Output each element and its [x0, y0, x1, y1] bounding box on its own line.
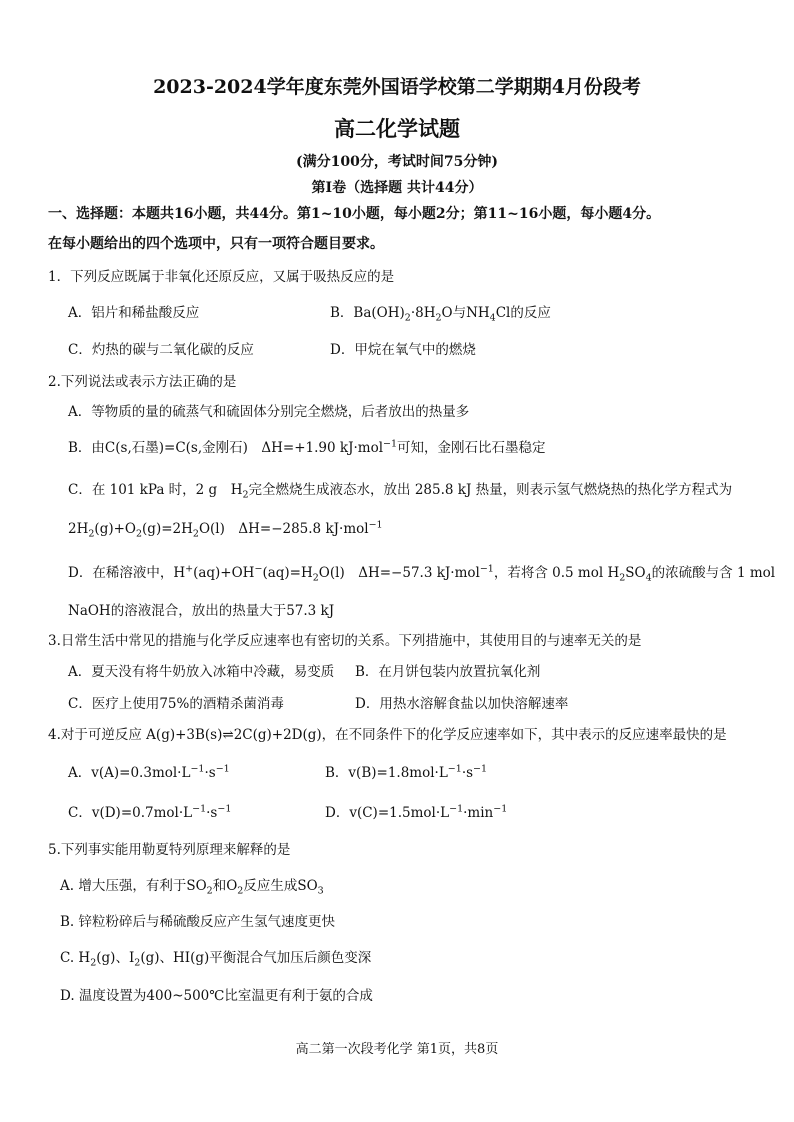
q3-option-b: B．在月饼包装内放置抗氧化剂	[355, 664, 541, 680]
q5-option-a	[60, 874, 324, 897]
q5-c-sub: 2	[134, 957, 141, 969]
q2-d-sub: 2	[312, 572, 319, 584]
q2-eq-text: (g)=2H	[142, 521, 193, 537]
q2-d-text: SO	[625, 565, 646, 581]
q4-d-text: ·min	[463, 805, 494, 821]
q4-a-sup: −1	[215, 763, 230, 775]
instructions-line-1: 一、选择题：本题共16小题，共44分。第1~10小题，每小题2分；第11~16小题，每小题4分。	[48, 206, 661, 222]
q2-eq-text: (g)+O	[94, 521, 136, 537]
q5-a-text: A. 增大压强，有利于SO	[60, 878, 207, 894]
q4-option-a	[68, 761, 230, 781]
q4-c-sup: −1	[217, 803, 232, 815]
q2-d-sub: 4	[645, 572, 652, 584]
q2-d-text: ，若将含 0.5 mol H	[493, 565, 620, 581]
q5-a-text: 反应生成SO	[243, 878, 318, 894]
q2-c-text: C．在 101 kPa 时，2 g H	[68, 482, 243, 498]
q4-b-sup: −1	[447, 763, 462, 775]
q2-option-c	[68, 478, 732, 501]
exam-note: (满分100分，考试时间75分钟)	[296, 154, 498, 170]
q2-option-d	[68, 561, 775, 584]
q5-c-sub: 2	[90, 957, 97, 969]
q2-b-text: 可知，金刚石比石墨稳定	[397, 440, 546, 456]
q1-b-text: O与NH	[441, 305, 490, 321]
q5-a-text: 和O	[212, 878, 238, 894]
q1-b-sub: 2	[404, 312, 411, 324]
q2-option-a: A．等物质的量的硫蒸气和硫固体分别完全燃烧，后者放出的热量多	[68, 404, 470, 420]
q5-option-c	[60, 946, 371, 969]
q2-eq-sub: 2	[88, 528, 95, 540]
q1-option-b	[330, 301, 551, 324]
q4-d-text: D．v(C)=1.5mol·L	[325, 805, 450, 821]
q4-a-text: A．v(A)=0.3mol·L	[68, 765, 191, 781]
q4-option-b	[325, 761, 487, 781]
q5-option-d: D. 温度设置为400~500℃比室温更有利于氨的合成	[60, 988, 373, 1004]
q2-d-sub: 2	[619, 572, 626, 584]
q1-b-text: (OH)	[371, 305, 405, 321]
q2-option-c-equation	[68, 517, 383, 540]
q2-d-sup: +	[185, 563, 194, 575]
q4-stem: 4.对于可逆反应 A(g)+3B(s)⇌2C(g)+2D(g)，在不同条件下的化学反应速率如下，其中表示的反应速率最快的是	[48, 727, 727, 743]
q2-option-b	[68, 436, 546, 456]
instructions-line-2: 在每小题给出的四个选项中，只有一项符合题目要求。	[48, 236, 384, 252]
q1-b-sub: 2	[435, 312, 442, 324]
q2-d-text: D．在稀溶液中，H	[68, 565, 186, 581]
q2-c-sub: 2	[242, 489, 249, 501]
q3-option-a: A．夏天没有将牛奶放入冰箱中冷藏，易变质	[68, 664, 335, 680]
exam-title: 2023-2024学年度东莞外国语学校第二学期期4月份段考	[153, 76, 641, 98]
exam-subtitle: 高二化学试题	[334, 116, 460, 141]
q2-eq-sub: 2	[192, 528, 199, 540]
q2-eq-sub: 2	[135, 528, 143, 540]
q2-b-text: B．由C(s,石墨)=C(s,金刚石) ΔH=+1.90 kJ·mol	[68, 440, 384, 456]
q4-d-sup: −1	[493, 803, 508, 815]
q2-eq-text: 2H	[68, 521, 89, 537]
q2-eq-text: O(l) ΔH=−285.8 kJ·mol	[198, 521, 369, 537]
q5-c-text: (g)、HI(g)平衡混合气加压后颜色变深	[140, 950, 372, 966]
q5-stem: 5.下列事实能用勒夏特列原理来解释的是	[48, 842, 291, 858]
part-heading: 第Ⅰ卷（选择题 共计44分）	[311, 180, 483, 196]
q1-option-d: D．甲烷在氧气中的燃烧	[330, 342, 476, 358]
q4-d-sup: −1	[449, 803, 464, 815]
q5-c-text: C. H	[60, 950, 91, 966]
q2-d-sup: −	[254, 563, 263, 575]
q2-stem: 2.下列说法或表示方法正确的是	[48, 374, 237, 390]
q4-a-sup: −1	[190, 763, 205, 775]
q2-option-d-line-2: NaOH的溶液混合，放出的热量大于57.3 kJ	[68, 603, 335, 619]
q1-b-text: B．Ba	[330, 305, 372, 321]
q4-b-text: ·s	[461, 765, 474, 781]
q4-c-sup: −1	[192, 803, 207, 815]
q4-option-c	[68, 801, 231, 821]
q4-c-text: ·s	[206, 805, 218, 821]
q4-b-sup: −1	[473, 763, 488, 775]
q5-a-sub: 2	[206, 885, 213, 897]
q2-b-sup: −1	[383, 438, 398, 450]
q2-d-text: (aq)+OH	[193, 565, 255, 581]
q3-option-d: D．用热水溶解食盐以加快溶解速率	[355, 696, 569, 712]
q1-b-sub: 4	[489, 312, 496, 324]
q1-option-c: C．灼热的碳与二氧化碳的反应	[68, 342, 254, 358]
q2-d-sup: −1	[479, 563, 494, 575]
q1-option-a: A．铝片和稀盐酸反应	[68, 305, 200, 321]
q1-stem: 1．下列反应既属于非氧化还原反应，又属于吸热反应的是	[48, 269, 395, 285]
q1-b-text: ·8H	[410, 305, 436, 321]
q2-d-text: O(l) ΔH=−57.3 kJ·mol	[318, 565, 480, 581]
q2-d-text: 的浓硫酸与含 1 mol	[651, 565, 776, 581]
q4-option-d	[325, 801, 507, 821]
page-footer: 高二第一次段考化学 第1页，共8页	[295, 1042, 499, 1057]
q5-a-sub: 2	[237, 885, 244, 897]
q3-option-c: C．医疗上使用75%的酒精杀菌消毒	[68, 696, 284, 712]
q2-d-text: (aq)=H	[262, 565, 313, 581]
q2-c-text: 完全燃烧生成液态水，放出 285.8 kJ 热量，则表示氢气燃烧热的热化学方程式为	[248, 482, 733, 498]
q4-b-text: B．v(B)=1.8mol·L	[325, 765, 448, 781]
q2-eq-sup: −1	[368, 519, 383, 531]
q1-b-text: Cl的反应	[495, 305, 551, 321]
q5-a-sub: 3	[317, 885, 324, 897]
q5-option-b: B. 锌粒粉碎后与稀硫酸反应产生氢气速度更快	[60, 914, 336, 930]
q4-a-text: ·s	[204, 765, 216, 781]
q5-c-text: (g)、I	[96, 950, 135, 966]
q4-c-text: C．v(D)=0.7mol·L	[68, 805, 193, 821]
q3-stem: 3.日常生活中常见的措施与化学反应速率也有密切的关系。下列措施中，其使用目的与速率无关的是	[48, 633, 642, 649]
